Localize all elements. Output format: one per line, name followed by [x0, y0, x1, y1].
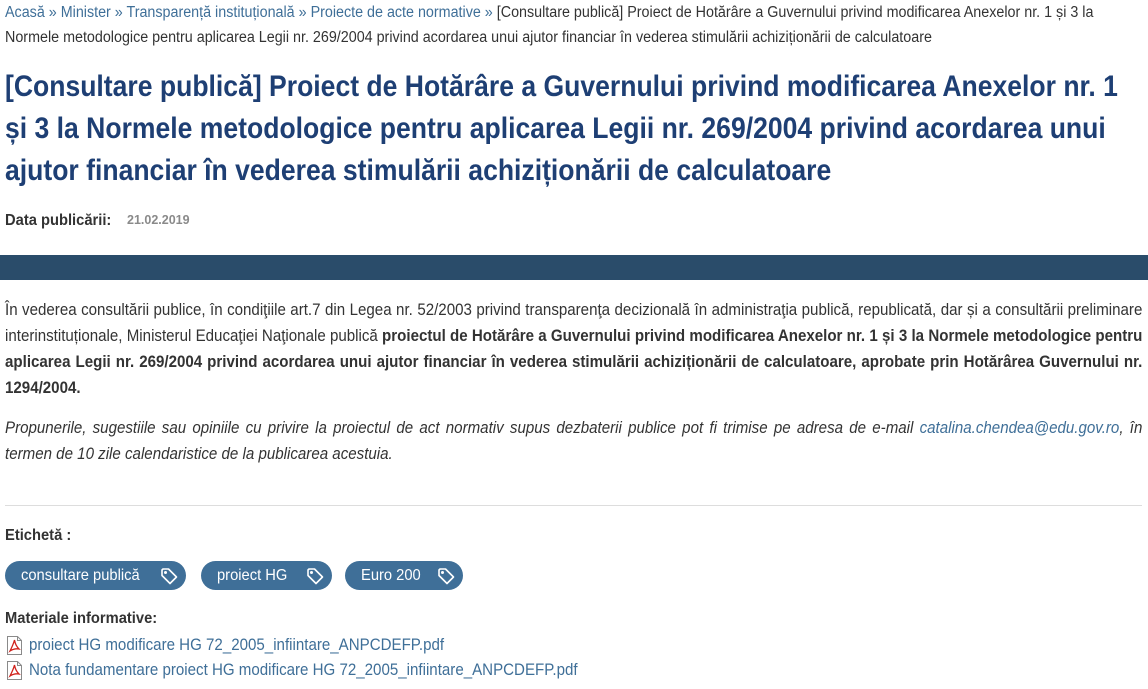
divider [5, 505, 1142, 506]
tag-icon [160, 567, 178, 585]
decorative-band [0, 255, 1148, 280]
tag-euro-200[interactable] [345, 561, 463, 590]
article-body [5, 297, 1142, 467]
pdf-icon [6, 636, 23, 655]
breadcrumb-link-home[interactable]: Acasă [5, 4, 45, 21]
contact-intro-text: Propunerile, sugestiile sau opiniile cu privire la proiectul de act normativ supus dezbaterii publice pot fi trimise pe adresa de e-mail [5, 419, 920, 437]
breadcrumb-separator: » [298, 4, 307, 21]
publication-date [5, 212, 190, 230]
tags-label: Etichetă : [5, 527, 72, 544]
breadcrumb [5, 0, 1144, 50]
paragraph-bold-text: proiectul de Hotărâre a Guvernului privind modificarea Anexelor nr. 1 și 3 la Normele metodologice pentru aplicarea Legii nr. 269/2004 privind acordarea unui ajutor financiar în vederea stimulării achiziționării de calculatoare, aprobate prin Hotărârea Guvernului nr. 1294/2004. [5, 327, 1143, 397]
contact-email-link[interactable]: catalina.chendea@edu.gov.ro [919, 419, 1120, 437]
tag-label: consultare publică [21, 567, 140, 584]
contact-outro-text: , în termen de 10 zile calendaristice de la publicarea acestuia. [5, 419, 1143, 463]
file-link[interactable]: proiect HG modificare HG 72_2005_infiintare_ANPCDEFP.pdf [29, 636, 445, 654]
tag-icon [437, 567, 455, 585]
breadcrumb-link-draft-acts[interactable]: Proiecte de acte normative [310, 4, 481, 21]
breadcrumb-separator: » [484, 4, 493, 21]
breadcrumb-link-transparency[interactable]: Transparență instituțională [126, 4, 295, 21]
tag-label: Euro 200 [361, 567, 421, 584]
breadcrumb-link-minister[interactable]: Minister [60, 4, 111, 21]
article-paragraph-contact [5, 415, 1142, 467]
tag-icon [306, 567, 324, 585]
tag-consultare-publica[interactable] [5, 561, 186, 590]
breadcrumb-separator: » [48, 4, 57, 21]
page-title: [Consultare publică] Proiect de Hotărâre a Guvernului privind modificarea Anexelor nr. 1 și 3 la Normele metodologice pentru aplicarea Legii nr. 269/2004 privind acordarea unui ajutor financiar în vederea stimulării achiziționării de calculatoare [5, 70, 1118, 187]
pdf-icon [6, 661, 23, 680]
materials-label: Materiale informative: [5, 610, 158, 627]
breadcrumb-separator: » [114, 4, 123, 21]
tag-proiect-hg[interactable] [201, 561, 332, 590]
breadcrumb-current: [Consultare publică] Proiect de Hotărâre a Guvernului privind modificarea Anexelor nr. 1 și 3 la Normele metodologice pentru aplicarea Legii nr. 269/2004 privind acordarea unui ajutor financiar în vederea stimulării achiziționării de calculatoare [5, 4, 1094, 46]
article-paragraph [5, 297, 1142, 401]
publication-date-label: Data publicării: [5, 212, 112, 229]
tag-label: proiect HG [217, 567, 288, 584]
publication-date-value: 21.02.2019 [127, 213, 190, 227]
paragraph-intro-text: În vederea consultării publice, în condiţiile art.7 din Legea nr. 52/2003 privind transparenţa decizională în administraţia publică, republicată, dar și a consultării preliminare interinstituționale, Ministerul Educaţiei Naţionale publică [5, 301, 1143, 345]
file-link[interactable]: Nota fundamentare proiect HG modificare HG 72_2005_infiintare_ANPCDEFP.pdf [29, 661, 578, 679]
